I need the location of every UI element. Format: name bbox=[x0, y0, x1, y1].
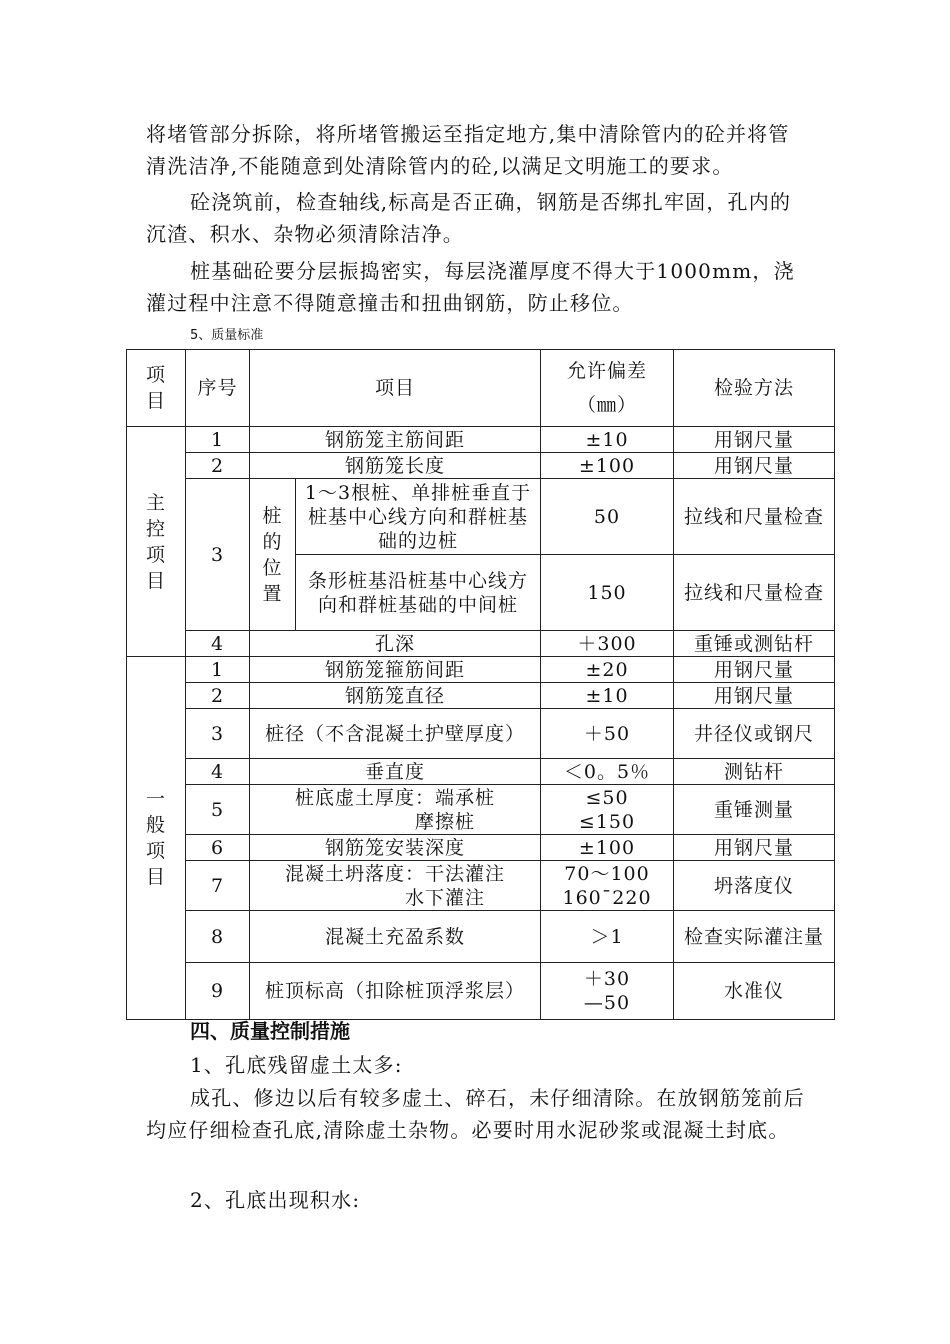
intro-paragraph-3: 桩基础砼要分层振捣密实，每层浇灌厚度不得大于1000mm，浇灌过程中注意不得随意撞击和扭曲钢筋，防止移位。 bbox=[146, 259, 795, 315]
table-header-row bbox=[127, 350, 835, 427]
item-cell: 垂直度 bbox=[250, 759, 541, 785]
tolerance-cell bbox=[541, 785, 674, 835]
section-4-item-2-title: 2、孔底出现积水: bbox=[190, 1188, 361, 1212]
quality-standard-table bbox=[126, 349, 835, 1020]
item-cell: 孔深 bbox=[250, 631, 541, 657]
method-cell: 拉线和尺量检查 bbox=[674, 479, 835, 555]
method-cell: 拉线和尺量检查 bbox=[674, 555, 835, 631]
seq-cell: 4 bbox=[186, 759, 250, 785]
item-line-1: 桩底虚土厚度：端承桩 bbox=[295, 786, 496, 809]
item-cell: 钢筋笼箍筋间距 bbox=[250, 657, 541, 683]
table-row bbox=[127, 427, 835, 453]
table-row bbox=[127, 911, 835, 963]
tolerance-cell: ＋300 bbox=[541, 631, 674, 657]
tolerance-cell: ±10 bbox=[541, 427, 674, 453]
table-row bbox=[127, 683, 835, 709]
section-4-item-1-title: 1、孔底残留虚土太多: bbox=[190, 1053, 403, 1077]
seq-cell: 7 bbox=[186, 861, 250, 911]
item-cell bbox=[250, 785, 541, 835]
method-cell: 用钢尺量 bbox=[674, 683, 835, 709]
tolerance-cell: 150 bbox=[541, 555, 674, 631]
header-tolerance bbox=[541, 350, 674, 427]
main-category-label: 主控项目 bbox=[127, 427, 186, 657]
method-cell: 用钢尺量 bbox=[674, 835, 835, 861]
method-cell: 坍落度仪 bbox=[674, 861, 835, 911]
table-row bbox=[127, 453, 835, 479]
seq-cell: 8 bbox=[186, 911, 250, 963]
method-cell: 测钻杆 bbox=[674, 759, 835, 785]
table-row bbox=[127, 631, 835, 657]
table-row bbox=[127, 709, 835, 759]
tolerance-cell: ＞1 bbox=[541, 911, 674, 963]
table-row bbox=[127, 479, 835, 555]
table-row bbox=[127, 657, 835, 683]
tolerance-cell: ＋50 bbox=[541, 709, 674, 759]
item-cell: 钢筋笼安装深度 bbox=[250, 835, 541, 861]
tolerance-cell bbox=[541, 963, 674, 1020]
method-cell: 重锤或测钻杆 bbox=[674, 631, 835, 657]
general-category-label: 一般项目 bbox=[127, 657, 186, 1020]
seq-cell: 3 bbox=[186, 479, 250, 631]
tolerance-line-1: 70～100 bbox=[564, 862, 650, 885]
item-cell: 桩径（不含混凝土护壁厚度） bbox=[250, 709, 541, 759]
tolerance-cell: ±100 bbox=[541, 835, 674, 861]
header-category: 项目 bbox=[127, 350, 186, 427]
tolerance-cell: ±100 bbox=[541, 453, 674, 479]
method-cell: 重锤测量 bbox=[674, 785, 835, 835]
seq-cell: 1 bbox=[186, 427, 250, 453]
method-cell: 井径仪或钢尺 bbox=[674, 709, 835, 759]
intro-paragraph-2: 砼浇筑前，检查轴线,标高是否正确，钢筋是否绑扎牢固，孔内的沉渣、积水、杂物必须清除洁净。 bbox=[146, 190, 792, 246]
tolerance-cell: ±10 bbox=[541, 683, 674, 709]
item-cell: 1～3根桩、单排桩垂直于桩基中心线方向和群桩基础的边桩 bbox=[296, 479, 541, 555]
section-4-item-1-body: 成孔、修边以后有较多虚土、碎石，未仔细清除。在放钢筋笼前后均应仔细检查孔底,清除虚土杂物。必要时用水泥砂浆或混凝土封底。 bbox=[146, 1086, 805, 1142]
header-seq: 序号 bbox=[186, 350, 250, 427]
pile-position-group-label: 桩的位置 bbox=[250, 479, 296, 631]
table-row bbox=[127, 963, 835, 1020]
item-cell: 钢筋笼主筋间距 bbox=[250, 427, 541, 453]
section-4-title: 四、质量控制措施 bbox=[190, 1019, 350, 1043]
tolerance-cell: ±20 bbox=[541, 657, 674, 683]
item-cell: 钢筋笼直径 bbox=[250, 683, 541, 709]
table-row bbox=[127, 785, 835, 835]
seq-cell: 1 bbox=[186, 657, 250, 683]
seq-cell: 4 bbox=[186, 631, 250, 657]
tolerance-line-2: 160¯220 bbox=[562, 886, 652, 909]
seq-cell: 9 bbox=[186, 963, 250, 1020]
item-cell: 桩顶标高（扣除桩顶浮浆层） bbox=[250, 963, 541, 1020]
tolerance-line-2: —50 bbox=[583, 992, 631, 1014]
item-cell: 钢筋笼长度 bbox=[250, 453, 541, 479]
method-cell: 用钢尺量 bbox=[674, 427, 835, 453]
header-tolerance-line1: 允许偏差 bbox=[567, 360, 648, 382]
table-row bbox=[127, 835, 835, 861]
method-cell: 用钢尺量 bbox=[674, 657, 835, 683]
seq-cell: 3 bbox=[186, 709, 250, 759]
table-row bbox=[127, 759, 835, 785]
item-cell: 混凝土充盈系数 bbox=[250, 911, 541, 963]
item-line-2: 摩擦桩 bbox=[415, 810, 476, 833]
method-cell: 水准仪 bbox=[674, 963, 835, 1020]
tolerance-cell: 50 bbox=[541, 479, 674, 555]
method-cell: 检查实际灌注量 bbox=[674, 911, 835, 963]
seq-cell: 6 bbox=[186, 835, 250, 861]
seq-cell: 2 bbox=[186, 683, 250, 709]
item-cell: 条形桩基沿桩基中心线方向和群桩基础的中间桩 bbox=[296, 555, 541, 631]
header-method: 检验方法 bbox=[674, 350, 835, 427]
header-tolerance-line2: （㎜） bbox=[577, 394, 638, 416]
tolerance-cell bbox=[541, 861, 674, 911]
item-cell bbox=[250, 861, 541, 911]
seq-cell: 5 bbox=[186, 785, 250, 835]
method-cell: 用钢尺量 bbox=[674, 453, 835, 479]
tolerance-line-1: ≤50 bbox=[585, 786, 629, 809]
quality-standard-heading: 5、质量标准 bbox=[190, 328, 264, 343]
tolerance-line-1: ＋30 bbox=[583, 968, 631, 990]
item-line-1: 混凝土坍落度：干法灌注 bbox=[285, 862, 506, 885]
intro-paragraph-1: 将堵管部分拆除，将所堵管搬运至指定地方,集中清除管内的砼并将管清洗洁净,不能随意到处清除管内的砼,以满足文明施工的要求。 bbox=[146, 122, 790, 178]
header-item: 项目 bbox=[250, 350, 541, 427]
tolerance-line-2: ≤150 bbox=[578, 810, 636, 833]
tolerance-cell: ＜0。5％ bbox=[541, 759, 674, 785]
item-line-2: 水下灌注 bbox=[405, 886, 486, 909]
table-row bbox=[127, 861, 835, 911]
seq-cell: 2 bbox=[186, 453, 250, 479]
